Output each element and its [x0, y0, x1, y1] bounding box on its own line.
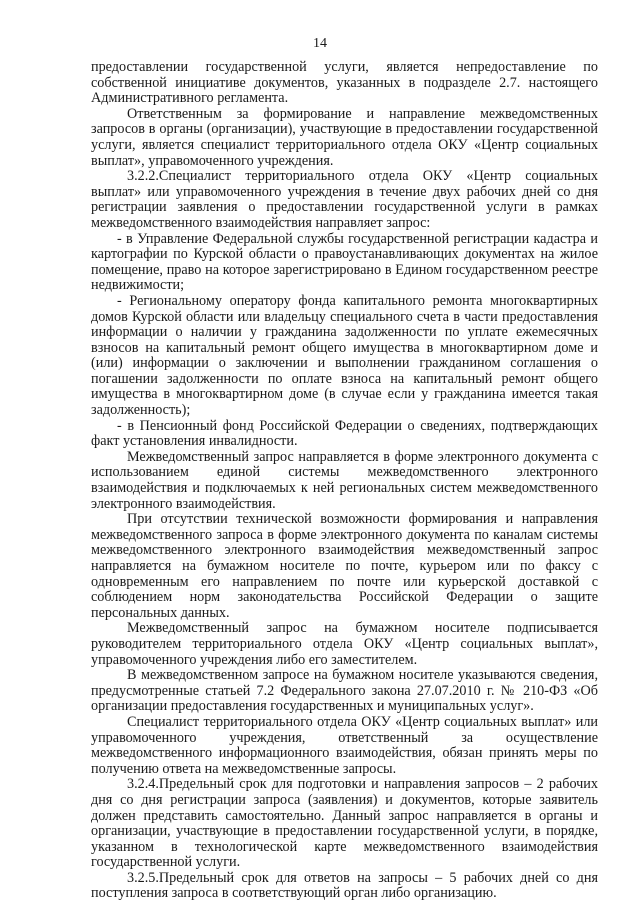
paragraph-3-2-2: 3.2.2.Специалист территориального отдела ОКУ «Центр социальных выплат» или управомоченного учреждения в течение двух рабочих дней со дня регистрации заявления о предоставлении государственной услуги в рамках межведомственного взаимодействия направляет запрос: [91, 168, 598, 231]
paragraph-responsible-specialist: Ответственным за формирование и направление межведомственных запросов в органы (организации), участвующие в предоставлении государственной услуги, является специалист территориального отдела ОКУ «Центр социальных выплат», управомоченного учреждения. [91, 105, 598, 169]
paragraph-electronic-request: Межведомственный запрос направляется в форме электронного документа с использованием единой системы межведомственного электронного взаимодействия и подключаемых к ней региональных систем межведомственного электронного взаимодействия. [91, 448, 598, 512]
paragraph-3-2-4: 3.2.4.Предельный срок для подготовки и направления запросов – 2 рабочих дня со дня регистрации запроса (заявления) и документов, которые заявитель должен представить самостоятельно. Данный запрос направляется в органы и организации, участвующие в предоставлении государственной услуги, в порядке, указанном в технологической карте межведомственного взаимодействия государственной услуги. [91, 776, 598, 871]
document-body [91, 60, 598, 902]
paragraph-continuation: предоставлении государственной услуги, является непредоставление по собственной инициативе документов, указанных в подразделе 2.7. настоящего Административного регламента. [91, 59, 598, 107]
paragraph-3-2-5: 3.2.5.Предельный срок для ответов на запросы – 5 рабочих дней со дня поступления запроса в соответствующий орган либо организацию. [91, 869, 598, 902]
paragraph-paper-request: При отсутствии технической возможности формирования и направления межведомственного запроса в форме электронного документа по каналам системы межведомственного электронного взаимодействия межведомственный запрос направляется на бумажном носителе по почте, курьером или по факсу с одновременным его направлением по почте или курьерской доставкой с соблюдением норм законодательства Российской Федерации о защите персональных данных. [91, 511, 598, 621]
list-item-pension-fund: - в Пенсионный фонд Российской Федерации о сведениях, подтверждающих факт установления инвалидности. [91, 417, 598, 450]
paragraph-request-contents: В межведомственном запросе на бумажном носителе указываются сведения, предусмотренные статьей 7.2 Федерального закона 27.07.2010 г. № 210-ФЗ «Об организации предоставления государственных и муниципальных услуг». [91, 667, 598, 715]
list-item-rosreestr: - в Управление Федеральной службы государственной регистрации кадастра и картографии по Курской области о правоустанавливающих документах на жилое помещение, право на которое зарегистрировано в Едином государственном реестре недвижимости; [91, 230, 598, 294]
page-number: 14 [313, 36, 327, 51]
paragraph-signature: Межведомственный запрос на бумажном носителе подписывается руководителем территориального отдела ОКУ «Центр социальных выплат», управомоченного учреждения либо его заместителем. [91, 620, 598, 668]
list-item-regional-operator: - Региональному оператору фонда капитального ремонта многоквартирных домов Курской области или владельцу специального счета в части предоставления информации о наличии у гражданина задолженности по уплате ежемесячных взносов на капитальный ремонт общего имущества в многоквартирном доме и (или) информации о заключении и выполнении гражданином соглашения о погашении задолженности по оплате взноса на капитальный ремонт общего имущества в многоквартирном доме (в случае если у гражданина имеется такая задолженность); [91, 292, 598, 419]
paragraph-response-measures: Специалист территориального отдела ОКУ «Центр социальных выплат» или управомоченного учреждения, ответственный за осуществление межведомственного информационного взаимодействия, обязан принять меры по получению ответа на межведомственные запросы. [91, 713, 598, 777]
